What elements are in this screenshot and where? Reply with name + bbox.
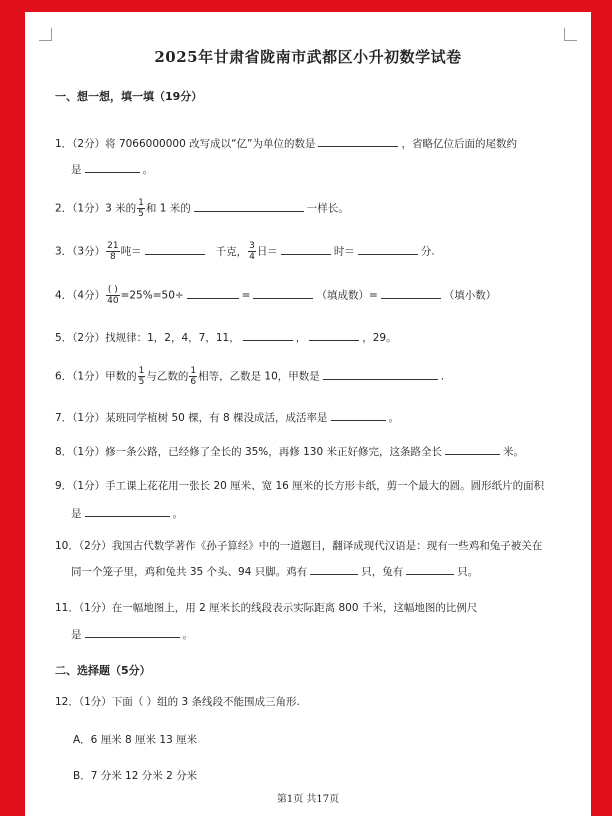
section-heading-choice: 二、选择题（5分） xyxy=(55,664,151,677)
answer-blank[interactable] xyxy=(243,328,293,341)
question-1-cont: 是 。 xyxy=(71,160,591,178)
question-11-cont: 是 。 xyxy=(71,625,591,643)
answer-blank[interactable] xyxy=(253,286,313,299)
question-2: 2．（1分）3 米的 $\frac{1}{5}$ 和 1 米的 一样长。 xyxy=(55,198,349,219)
crop-mark-top-right xyxy=(564,28,577,41)
fraction: $\frac{1}{6}$ xyxy=(190,366,197,387)
answer-blank[interactable] xyxy=(381,286,441,299)
fraction: $\frac{( )}{40}$ xyxy=(107,285,119,306)
question-9-cont: 是 。 xyxy=(71,504,591,522)
fraction: $\frac{3}{4}$ xyxy=(249,241,255,262)
answer-blank[interactable] xyxy=(445,442,500,455)
question-9: 9．（1分）手工课上花花用一张长 20 厘米、宽 16 厘米的长方形卡纸，剪一个最大的圆。圆形纸片的面积 xyxy=(55,480,545,492)
fraction: $\frac{1}{5}$ xyxy=(138,366,145,387)
answer-blank[interactable] xyxy=(310,562,358,575)
answer-blank[interactable] xyxy=(85,160,140,173)
question-11: 11．（1分）在一幅地图上，用 2 厘米长的线段表示实际距离 800 千米，这幅地图的比例尺 xyxy=(55,602,478,614)
question-4: 4．（4分） $\frac{( )}{40}$ =25%=50÷ = （填成数）= （填小数） xyxy=(55,285,497,306)
answer-blank[interactable] xyxy=(318,134,398,147)
question-10: 10．（2分）我国古代数学著作《孙子算经》中的一道题目，翻译成现代汉语是：现有一些鸡和兔子被关在 xyxy=(55,540,543,552)
page-footer: 第1页 共17页 xyxy=(276,794,340,805)
question-7: 7．（1分）某班同学植树 50 棵，有 8 棵没成活，成活率是 。 xyxy=(55,408,575,426)
question-1: 1．（2分）将 7066000000 改写成以“亿”为单位的数是 ，省略亿位后面的尾数约 xyxy=(55,134,575,152)
answer-blank[interactable] xyxy=(194,199,304,212)
answer-blank[interactable] xyxy=(145,242,205,255)
answer-blank[interactable] xyxy=(85,625,180,638)
question-10-cont: 同一个笼子里，鸡和兔共 35 个头、94 只脚。鸡有 只，兔有 只。 xyxy=(71,562,591,580)
question-8: 8．（1分）修一条公路，已经修了全长的 35%，再修 130 米正好修完，这条路全长 米。 xyxy=(55,442,575,460)
answer-blank[interactable] xyxy=(406,562,454,575)
option-b[interactable]: B．7 分米 12 分米 2 分米 xyxy=(73,770,198,782)
fraction: $\frac{21}{8}$ xyxy=(107,241,119,262)
page-title: 2025年甘肃省陇南市武都区小升初数学试卷 xyxy=(154,48,462,66)
answer-blank[interactable] xyxy=(187,286,239,299)
answer-blank[interactable] xyxy=(331,408,386,421)
question-12: 12．（1分）下面（ ）组的 3 条线段不能围成三角形. xyxy=(55,696,300,708)
option-a[interactable]: A．6 厘米 8 厘米 13 厘米 xyxy=(73,734,198,746)
question-6: 6．（1分）甲数的 $\frac{1}{5}$ 与乙数的 $\frac{1}{6}$ 相等，乙数是 10，甲数是 . xyxy=(55,366,445,387)
exam-page xyxy=(25,12,591,816)
fraction: $\frac{1}{5}$ xyxy=(138,198,144,219)
answer-blank[interactable] xyxy=(85,504,170,517)
question-5: 5．（2分）找规律：1，2，4，7，11， ， ，29。 xyxy=(55,328,575,346)
question-3: 3．（3分） $\frac{21}{8}$ 吨＝ 千克， $\frac{3}{4}$ 日＝ 时＝ 分. xyxy=(55,241,435,262)
answer-blank[interactable] xyxy=(281,242,331,255)
answer-blank[interactable] xyxy=(358,242,418,255)
section-heading-fill: 一、想一想，填一填（19分） xyxy=(55,90,203,103)
answer-blank[interactable] xyxy=(309,328,359,341)
answer-blank[interactable] xyxy=(323,367,438,380)
crop-mark-top-left xyxy=(39,28,52,41)
